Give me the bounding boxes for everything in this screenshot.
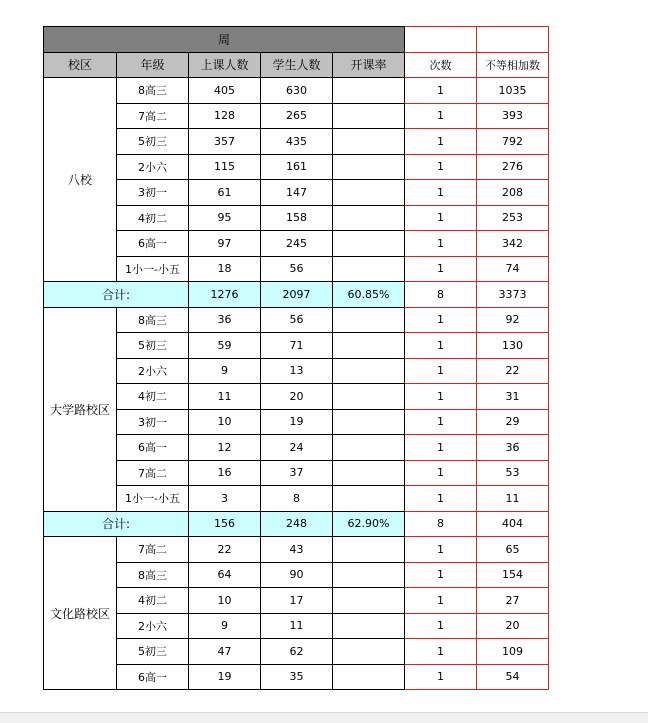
attend-cell[interactable]: 405	[189, 78, 261, 104]
rate-cell[interactable]	[333, 180, 405, 206]
grade-cell[interactable]: 5初三	[117, 639, 189, 665]
rate-cell[interactable]	[333, 129, 405, 155]
count-cell[interactable]: 1	[405, 384, 477, 410]
count-cell[interactable]: 1	[405, 78, 477, 104]
count-cell[interactable]: 1	[405, 333, 477, 359]
count-cell[interactable]: 1	[405, 460, 477, 486]
students-cell[interactable]: 56	[261, 307, 333, 333]
table-row	[44, 180, 549, 206]
column-header[interactable]: 校区	[44, 52, 117, 78]
students-cell[interactable]: 265	[261, 103, 333, 129]
students-cell[interactable]: 71	[261, 333, 333, 359]
rate-cell[interactable]	[333, 384, 405, 410]
count-cell[interactable]: 1	[405, 639, 477, 665]
attend-cell[interactable]: 19	[189, 664, 261, 690]
column-header[interactable]: 次数	[405, 52, 477, 78]
sum-cell[interactable]: 74	[477, 256, 549, 282]
students-cell[interactable]: 8	[261, 486, 333, 512]
count-cell[interactable]: 1	[405, 486, 477, 512]
rate-cell[interactable]	[333, 460, 405, 486]
rate-cell[interactable]	[333, 537, 405, 563]
attend-cell[interactable]: 9	[189, 358, 261, 384]
grade-cell[interactable]: 1小一-小五	[117, 256, 189, 282]
sum-cell[interactable]: 92	[477, 307, 549, 333]
attend-cell[interactable]: 3	[189, 486, 261, 512]
students-cell[interactable]: 24	[261, 435, 333, 461]
students-cell[interactable]: 62	[261, 639, 333, 665]
total-row	[44, 511, 549, 537]
table-row	[44, 384, 549, 410]
rate-cell[interactable]	[333, 435, 405, 461]
grade-cell[interactable]: 6高一	[117, 231, 189, 257]
campus-cell[interactable]: 大学路校区	[44, 307, 117, 511]
column-header[interactable]: 不等相加数	[477, 52, 549, 78]
table-row	[44, 78, 549, 104]
count-cell[interactable]: 1	[405, 256, 477, 282]
students-cell[interactable]: 43	[261, 537, 333, 563]
students-cell[interactable]: 245	[261, 231, 333, 257]
grade-cell[interactable]: 6高一	[117, 435, 189, 461]
sum-cell[interactable]: 276	[477, 154, 549, 180]
attend-cell[interactable]: 12	[189, 435, 261, 461]
table-row	[44, 562, 549, 588]
attend-cell[interactable]: 357	[189, 129, 261, 155]
sum-cell[interactable]: 29	[477, 409, 549, 435]
table-row	[44, 588, 549, 614]
sum-cell[interactable]: 109	[477, 639, 549, 665]
campus-cell[interactable]: 八校	[44, 78, 117, 282]
students-cell[interactable]: 56	[261, 256, 333, 282]
count-cell[interactable]: 1	[405, 307, 477, 333]
table-row	[44, 129, 549, 155]
table-row	[44, 256, 549, 282]
count-cell[interactable]: 1	[405, 613, 477, 639]
attend-cell[interactable]: 36	[189, 307, 261, 333]
grade-cell[interactable]: 8高三	[117, 78, 189, 104]
table-row	[44, 358, 549, 384]
attend-cell[interactable]: 10	[189, 409, 261, 435]
attend-cell[interactable]: 9	[189, 613, 261, 639]
table-row	[44, 435, 549, 461]
attend-cell[interactable]: 18	[189, 256, 261, 282]
grade-cell[interactable]: 3初一	[117, 409, 189, 435]
column-header[interactable]: 学生人数	[261, 52, 333, 78]
rate-cell[interactable]	[333, 486, 405, 512]
table-row	[44, 460, 549, 486]
total-attend-cell[interactable]: 1276	[189, 282, 261, 308]
students-cell[interactable]: 11	[261, 613, 333, 639]
total-row	[44, 282, 549, 308]
count-cell[interactable]: 1	[405, 358, 477, 384]
students-cell[interactable]: 17	[261, 588, 333, 614]
grade-cell[interactable]: 2小六	[117, 154, 189, 180]
attend-cell[interactable]: 22	[189, 537, 261, 563]
rate-cell[interactable]	[333, 588, 405, 614]
grade-cell[interactable]: 7高二	[117, 537, 189, 563]
count-cell[interactable]: 1	[405, 562, 477, 588]
rate-cell[interactable]	[333, 307, 405, 333]
table-row	[44, 333, 549, 359]
total-label[interactable]: 合计:	[44, 282, 189, 308]
total-attend-cell[interactable]: 156	[189, 511, 261, 537]
students-cell[interactable]: 37	[261, 460, 333, 486]
sum-cell[interactable]: 20	[477, 613, 549, 639]
rate-cell[interactable]	[333, 231, 405, 257]
rate-cell[interactable]	[333, 562, 405, 588]
count-cell[interactable]: 1	[405, 154, 477, 180]
rate-cell[interactable]	[333, 154, 405, 180]
grade-cell[interactable]: 5初三	[117, 129, 189, 155]
count-cell[interactable]: 1	[405, 664, 477, 690]
header-row	[44, 52, 549, 78]
count-cell[interactable]: 1	[405, 103, 477, 129]
students-cell[interactable]: 13	[261, 358, 333, 384]
total-sum-cell[interactable]: 3373	[477, 282, 549, 308]
attend-cell[interactable]: 64	[189, 562, 261, 588]
table-row	[44, 231, 549, 257]
attend-cell[interactable]: 11	[189, 384, 261, 410]
count-cell[interactable]: 1	[405, 409, 477, 435]
grade-cell[interactable]: 4初二	[117, 205, 189, 231]
grade-cell[interactable]: 8高三	[117, 562, 189, 588]
students-cell[interactable]: 20	[261, 384, 333, 410]
attend-cell[interactable]: 47	[189, 639, 261, 665]
spreadsheet-table	[43, 26, 549, 690]
table-row	[44, 664, 549, 690]
count-cell[interactable]: 1	[405, 129, 477, 155]
rate-cell[interactable]	[333, 409, 405, 435]
total-label[interactable]: 合计:	[44, 511, 189, 537]
grade-cell[interactable]: 1小一-小五	[117, 486, 189, 512]
attend-cell[interactable]: 59	[189, 333, 261, 359]
rate-cell[interactable]	[333, 358, 405, 384]
grade-cell[interactable]: 2小六	[117, 613, 189, 639]
rate-cell[interactable]	[333, 613, 405, 639]
rate-cell[interactable]	[333, 333, 405, 359]
students-cell[interactable]: 161	[261, 154, 333, 180]
students-cell[interactable]: 147	[261, 180, 333, 206]
count-cell[interactable]: 1	[405, 231, 477, 257]
total-count-cell[interactable]: 8	[405, 282, 477, 308]
sum-cell[interactable]: 1035	[477, 78, 549, 104]
title-row	[44, 27, 549, 53]
grade-cell[interactable]: 6高一	[117, 664, 189, 690]
count-cell[interactable]: 1	[405, 588, 477, 614]
count-cell[interactable]: 1	[405, 205, 477, 231]
total-rate-cell[interactable]: 60.85%	[333, 282, 405, 308]
total-rate-cell[interactable]: 62.90%	[333, 511, 405, 537]
attend-cell[interactable]: 97	[189, 231, 261, 257]
column-header[interactable]: 年级	[117, 52, 189, 78]
sum-cell[interactable]: 27	[477, 588, 549, 614]
grade-cell[interactable]: 5初三	[117, 333, 189, 359]
rate-cell[interactable]	[333, 639, 405, 665]
sum-cell[interactable]: 53	[477, 460, 549, 486]
table-row	[44, 205, 549, 231]
table-row	[44, 537, 549, 563]
count-cell[interactable]: 1	[405, 537, 477, 563]
grade-cell[interactable]: 4初二	[117, 384, 189, 410]
empty-cell[interactable]	[405, 27, 477, 53]
table-row	[44, 486, 549, 512]
grade-cell[interactable]: 2小六	[117, 358, 189, 384]
attend-cell[interactable]: 128	[189, 103, 261, 129]
sum-cell[interactable]: 208	[477, 180, 549, 206]
sum-cell[interactable]: 253	[477, 205, 549, 231]
horizontal-scrollbar[interactable]	[0, 712, 648, 723]
students-cell[interactable]: 630	[261, 78, 333, 104]
total-count-cell[interactable]: 8	[405, 511, 477, 537]
column-header[interactable]: 上课人数	[189, 52, 261, 78]
count-cell[interactable]: 1	[405, 180, 477, 206]
table-row	[44, 613, 549, 639]
attend-cell[interactable]: 10	[189, 588, 261, 614]
sum-cell[interactable]: 54	[477, 664, 549, 690]
attend-cell[interactable]: 95	[189, 205, 261, 231]
grade-cell[interactable]: 8高三	[117, 307, 189, 333]
students-cell[interactable]: 435	[261, 129, 333, 155]
sum-cell[interactable]: 792	[477, 129, 549, 155]
sum-cell[interactable]: 36	[477, 435, 549, 461]
grade-cell[interactable]: 7高二	[117, 460, 189, 486]
grade-cell[interactable]: 7高二	[117, 103, 189, 129]
sum-cell[interactable]: 22	[477, 358, 549, 384]
total-students-cell[interactable]: 248	[261, 511, 333, 537]
empty-cell[interactable]	[477, 27, 549, 53]
grade-cell[interactable]: 3初一	[117, 180, 189, 206]
students-cell[interactable]: 158	[261, 205, 333, 231]
sum-cell[interactable]: 130	[477, 333, 549, 359]
column-header[interactable]: 开课率	[333, 52, 405, 78]
table-row	[44, 409, 549, 435]
students-cell[interactable]: 35	[261, 664, 333, 690]
attend-cell[interactable]: 16	[189, 460, 261, 486]
rate-cell[interactable]	[333, 664, 405, 690]
table-row	[44, 103, 549, 129]
students-cell[interactable]: 19	[261, 409, 333, 435]
students-cell[interactable]: 90	[261, 562, 333, 588]
table-row	[44, 154, 549, 180]
rate-cell[interactable]	[333, 103, 405, 129]
total-students-cell[interactable]: 2097	[261, 282, 333, 308]
sum-cell[interactable]: 342	[477, 231, 549, 257]
attend-cell[interactable]: 61	[189, 180, 261, 206]
table-row	[44, 639, 549, 665]
count-cell[interactable]: 1	[405, 435, 477, 461]
rate-cell[interactable]	[333, 256, 405, 282]
table-row	[44, 307, 549, 333]
total-sum-cell[interactable]: 404	[477, 511, 549, 537]
grade-cell[interactable]: 4初二	[117, 588, 189, 614]
rate-cell[interactable]	[333, 78, 405, 104]
rate-cell[interactable]	[333, 205, 405, 231]
attend-cell[interactable]: 115	[189, 154, 261, 180]
title-cell[interactable]: 周	[44, 27, 405, 53]
campus-cell[interactable]: 文化路校区	[44, 537, 117, 690]
sum-cell[interactable]: 393	[477, 103, 549, 129]
sum-cell[interactable]: 11	[477, 486, 549, 512]
sum-cell[interactable]: 154	[477, 562, 549, 588]
sum-cell[interactable]: 65	[477, 537, 549, 563]
sum-cell[interactable]: 31	[477, 384, 549, 410]
